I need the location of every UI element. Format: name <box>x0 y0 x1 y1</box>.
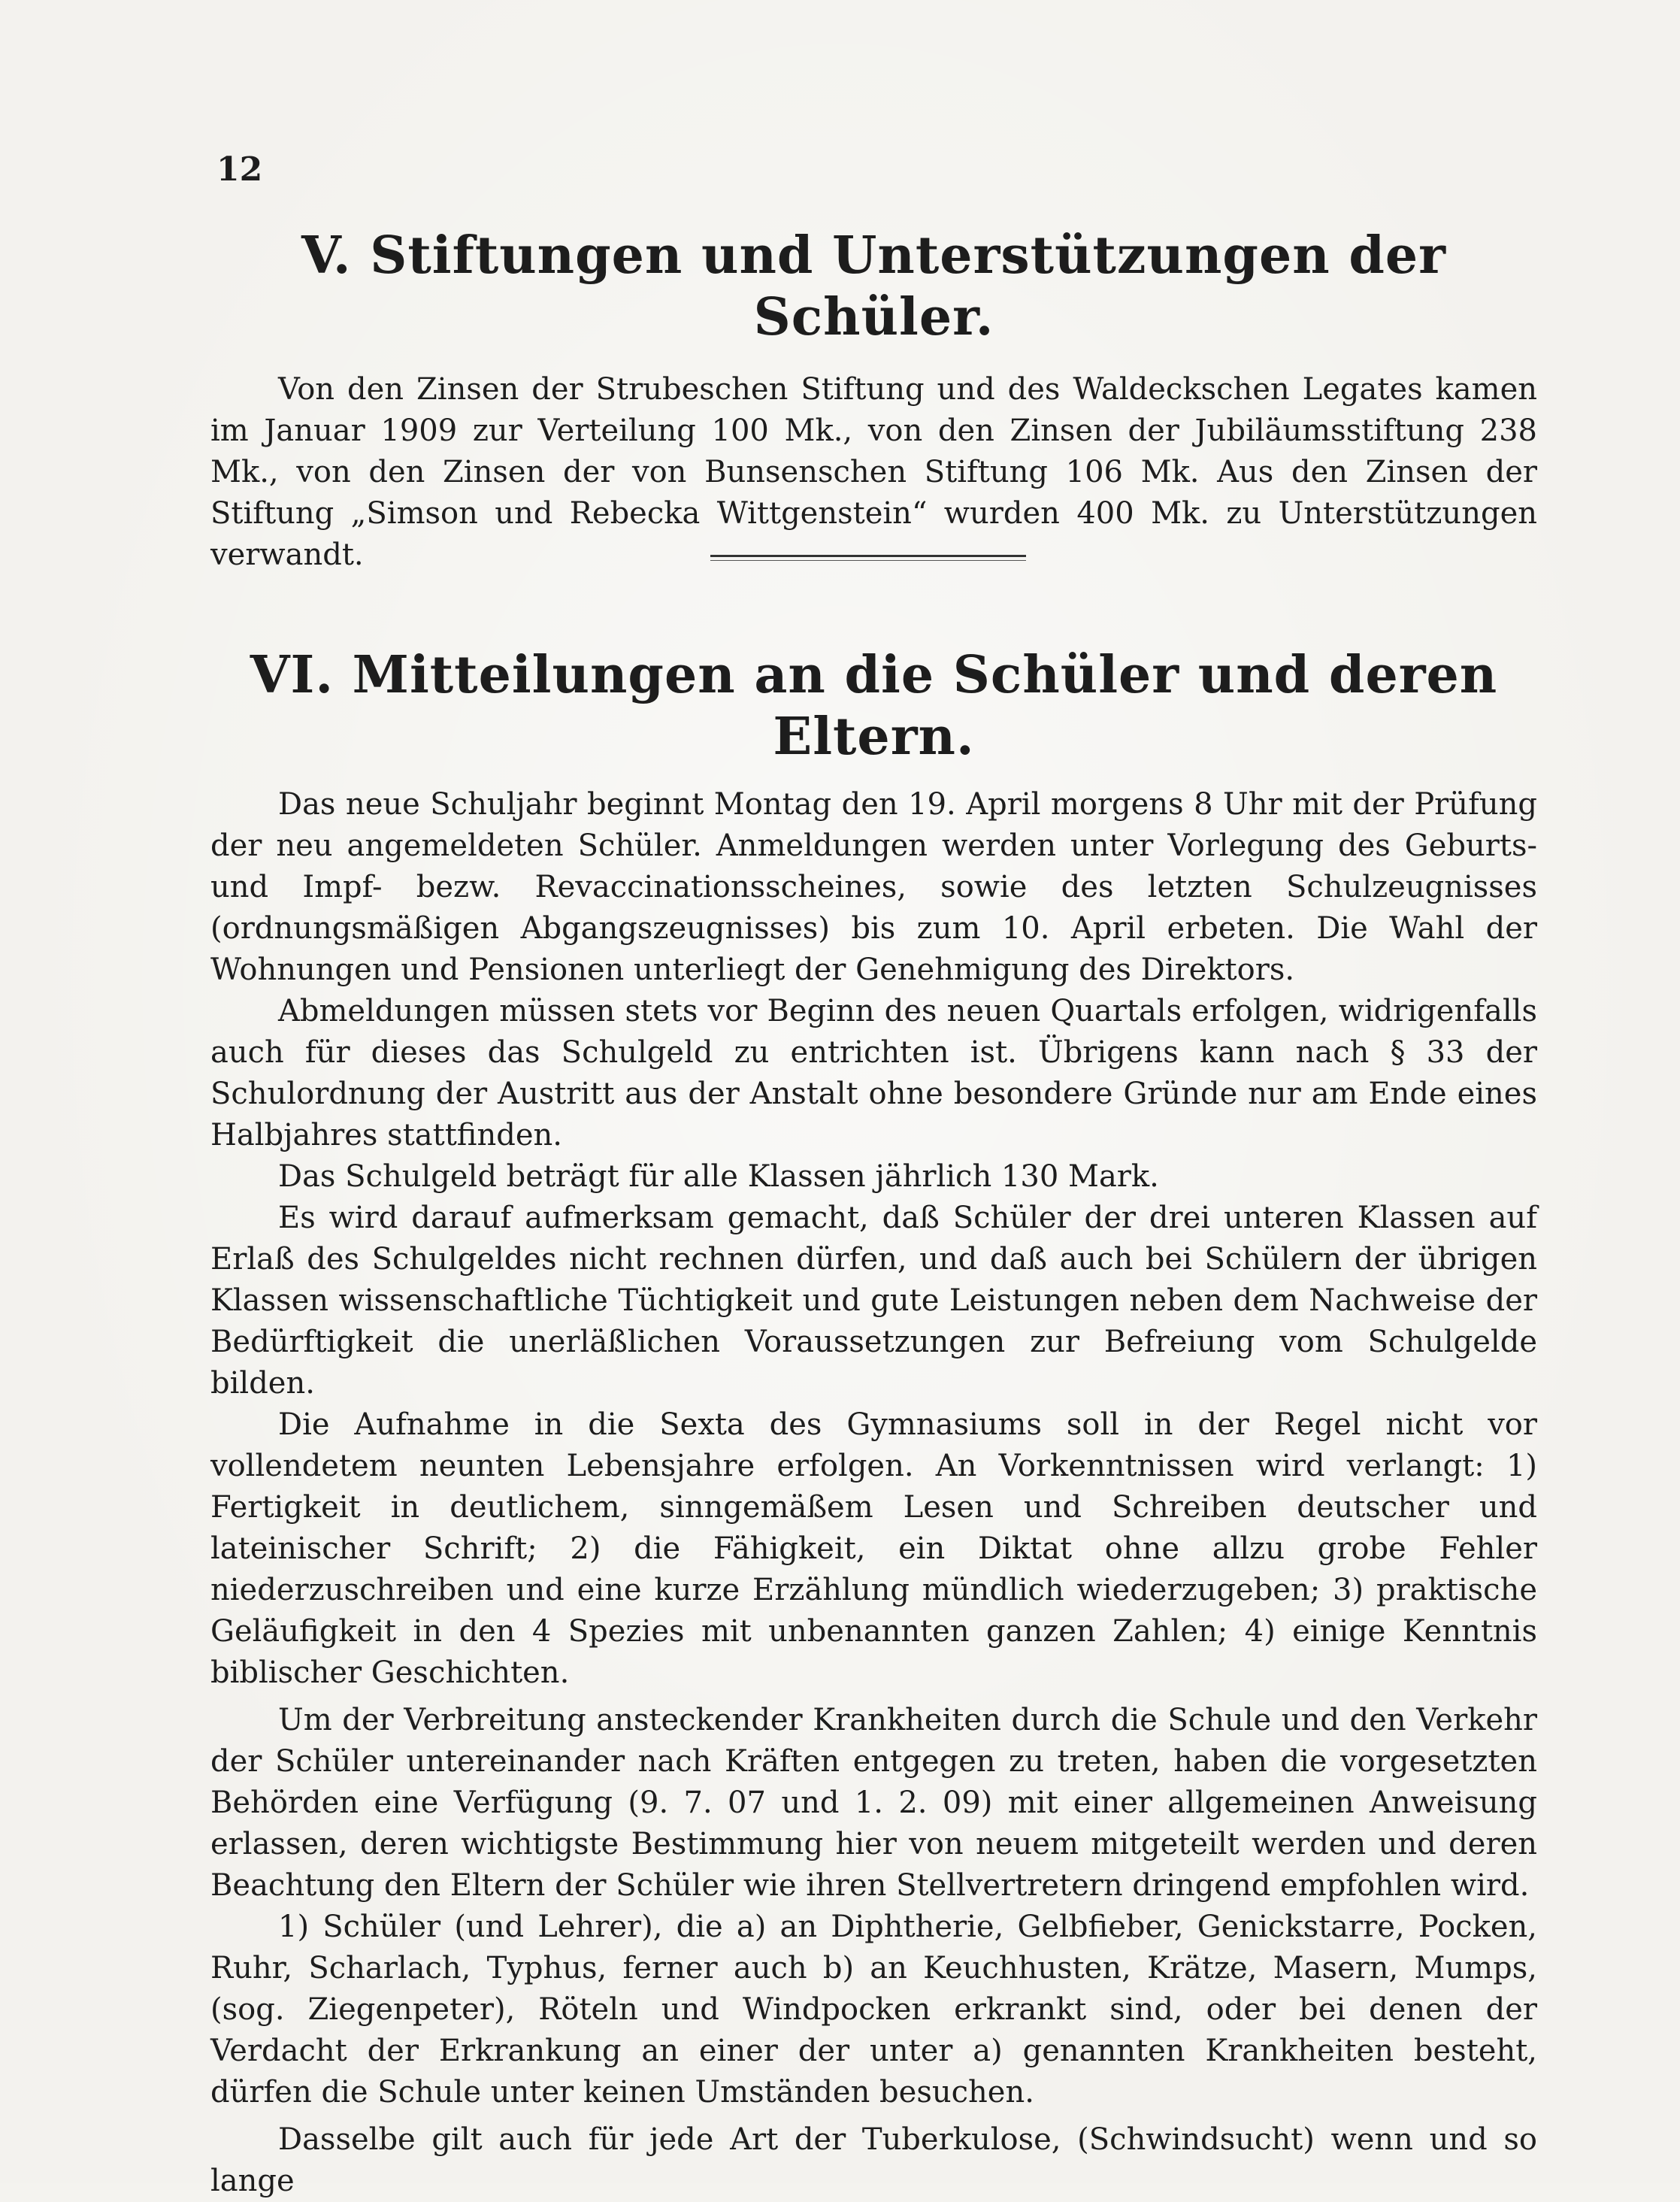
section-vi-heading: VI. Mitteilungen an die Schüler und deren Eltern. <box>250 645 1498 767</box>
section-divider <box>710 555 1026 557</box>
section-vi-notices <box>210 645 1537 2202</box>
paragraph-tuberculosis: Dasselbe gilt auch für jede Art der Tuberkulose, (Schwindsucht) wenn und so lange <box>210 2122 1537 2199</box>
section-v-heading: V. Stiftungen und Unterstützungen der Schüler. <box>301 226 1446 347</box>
section-v-paragraph: Von den Zinsen der Strubeschen Stiftung und des Waldeckschen Legates kamen im Januar 1909 zur Verteilung 100 Mk., von den Zinsen der Jubiläumsstiftung 238 Mk., von den Zinsen der von Bunsenschen Stiftung 106 Mk. Aus den Zinsen der Stiftung „Simson und Rebecka Wittgenstein“ wurden 400 Mk. zu Unterstützungen verwandt. <box>210 372 1537 573</box>
paragraph-disease-rule-1: 1) Schüler (und Lehrer), die a) an Diphtherie, Gelbfieber, Genickstarre, Pocken, Ruhr, Scharlach, Typhus, ferner auch b) an Keuchhusten, Krätze, Masern, Mumps, (sog. Ziegenpeter), Röteln und Windpocken erkrankt sind, oder bei denen der Verdacht der Erkrankung an einer der unter a) genannten Krankheiten besteht, dürfen die Schule unter keinen Umständen besuchen. <box>210 1910 1537 2110</box>
section-v-foundations <box>210 226 1537 576</box>
paragraph-tuition-waiver: Es wird darauf aufmerksam gemacht, daß Schüler der drei unteren Klassen auf Erlaß des Schulgeldes nicht rechnen dürfen, und daß auch bei Schülern der übrigen Klassen wissenschaftliche Tüchtigkeit und gute Leistungen neben dem Nachweise der Bedürftigkeit die unerläßlichen Voraussetzungen zur Befreiung vom Schulgelde bilden. <box>210 1201 1537 1401</box>
paragraph-school-year: Das neue Schuljahr beginnt Montag den 19. April morgens 8 Uhr mit der Prüfung der neu angemeldeten Schüler. Anmeldungen werden unter Vorlegung des Geburts- und Impf- bezw. Revaccinationsscheines, sowie des letzten Schulzeugnisses (ordnungsmäßigen Abgangszeugnisses) bis zum 10. April erbeten. Die Wahl der Wohnungen und Pensionen unterliegt der Genehmigung des Direktors. <box>210 787 1537 988</box>
paragraph-tuition: Das Schulgeld beträgt für alle Klassen jährlich 130 Mark. <box>278 1159 1159 1195</box>
paragraph-disease-prevention: Um der Verbreitung ansteckender Krankheiten durch die Schule und den Verkehr der Schüler untereinander nach Kräften entgegen zu treten, haben die vorgesetzten Behörden eine Verfügung (9. 7. 07 und 1. 2. 09) mit einer allgemeinen Anweisung erlassen, deren wichtigste Bestimmung hier von neuem mitgeteilt werden und deren Beachtung den Eltern der Schüler wie ihren Stellvertretern dringend empfohlen wird. <box>210 1703 1537 1904</box>
paragraph-admission: Die Aufnahme in die Sexta des Gymnasiums soll in der Regel nicht vor vollendetem neunten Lebensjahre erfolgen. An Vorkenntnissen wird verlangt: 1) Fertigkeit in deutlichem, sinngemäßem Lesen und Schreiben deutscher und lateinischer Schrift; 2) die Fähigkeit, ein Diktat ohne allzu grobe Fehler niederzuschreiben und eine kurze Erzählung mündlich wiederzugeben; 3) praktische Geläufigkeit in den 4 Spezies mit unbenannten ganzen Zahlen; 4) einige Kenntnis biblischer Geschichten. <box>210 1407 1537 1691</box>
page-number: 12 <box>216 150 263 189</box>
paragraph-deregistration: Abmeldungen müssen stets vor Beginn des neuen Quartals erfolgen, widrigenfalls auch für dieses das Schulgeld zu entrichten ist. Übrigens kann nach § 33 der Schulordnung der Austritt aus der Anstalt ohne besondere Gründe nur am Ende eines Halbjahres stattfinden. <box>210 994 1537 1153</box>
